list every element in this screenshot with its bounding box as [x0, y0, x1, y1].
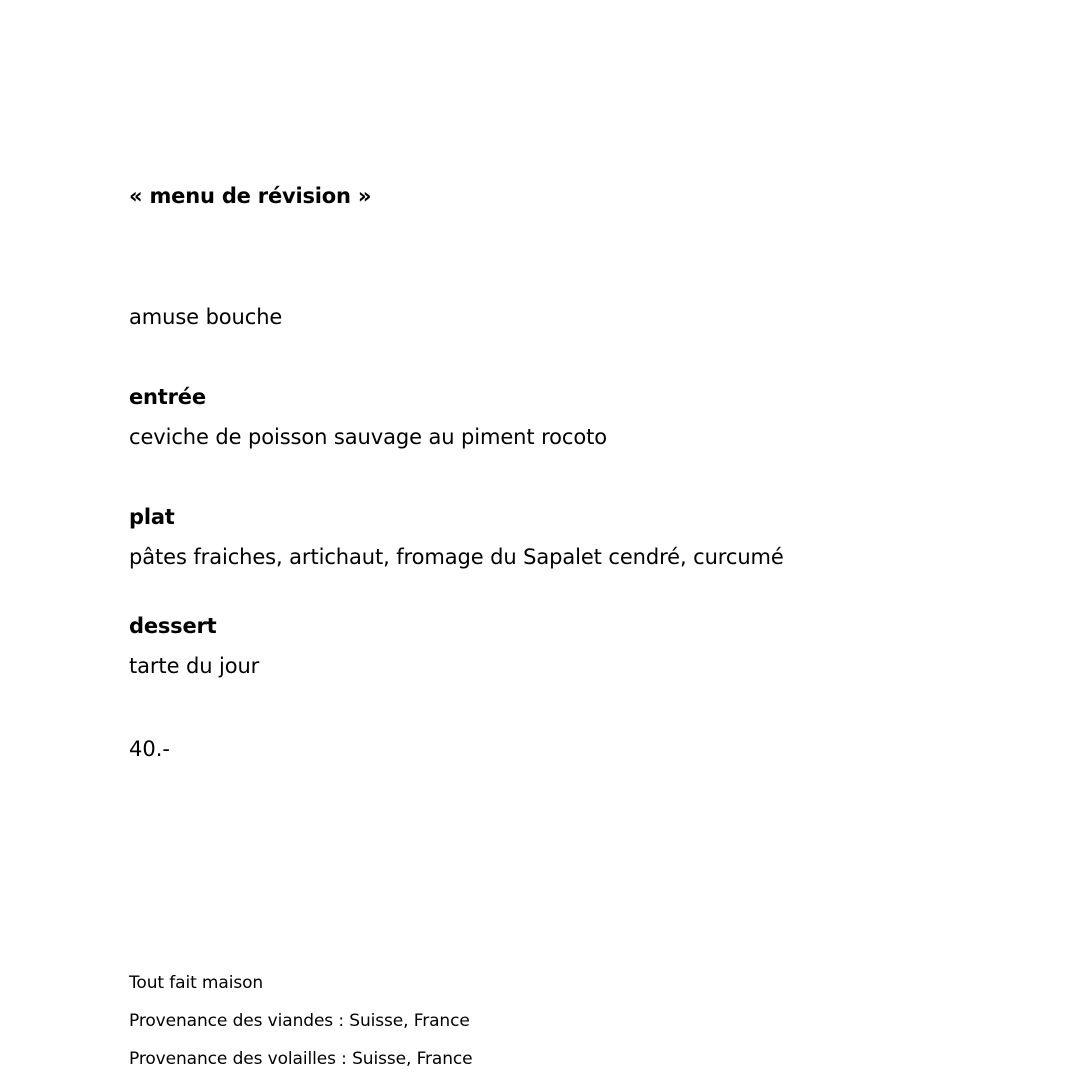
footer-note-meat-origin: Provenance des viandes : Suisse, France — [129, 1011, 470, 1031]
menu-title: « menu de révision » — [129, 184, 372, 208]
course-dish-entree: ceviche de poisson sauvage au piment rocoto — [129, 425, 607, 449]
course-label-dessert: dessert — [129, 614, 217, 638]
amuse-bouche: amuse bouche — [129, 305, 283, 329]
footer-note-homemade: Tout fait maison — [129, 973, 264, 993]
course-label-entree: entrée — [129, 385, 206, 409]
course-dish-plat: pâtes fraiches, artichaut, fromage du Sapalet cendré, curcumé — [129, 545, 784, 569]
footer-note-poultry-origin: Provenance des volailles : Suisse, France — [129, 1049, 473, 1069]
course-dish-dessert: tarte du jour — [129, 654, 260, 678]
menu-price: 40.- — [129, 737, 170, 761]
course-label-plat: plat — [129, 505, 175, 529]
